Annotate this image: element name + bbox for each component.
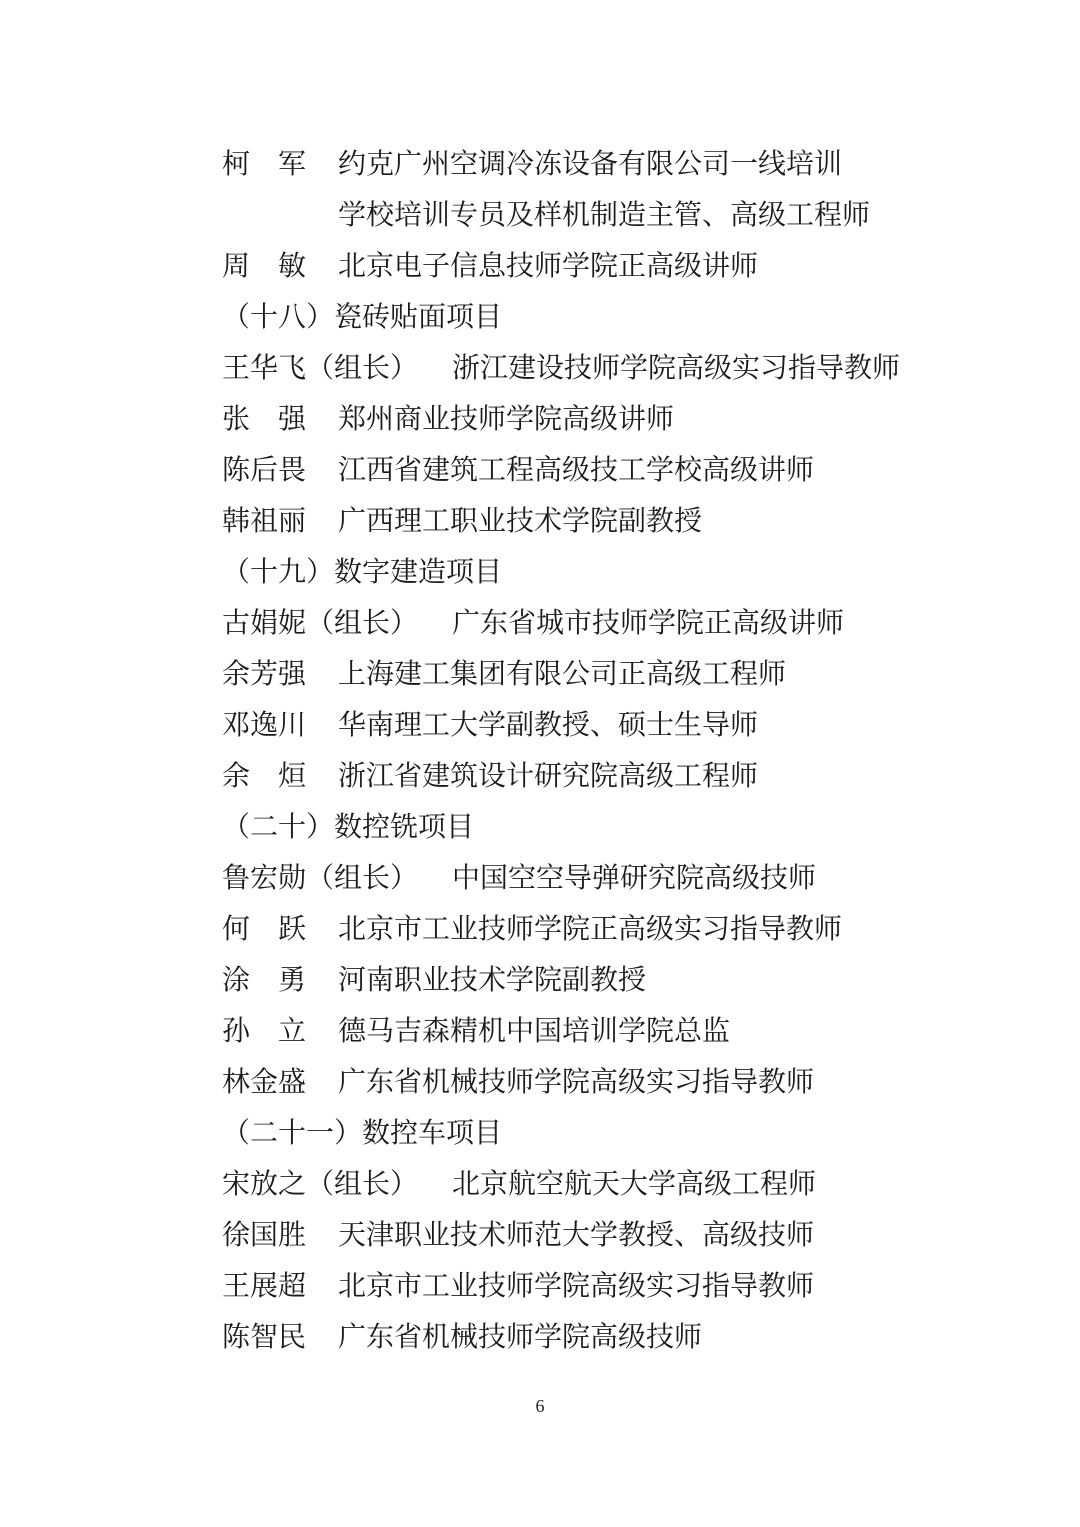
member-row xyxy=(222,1056,1022,1107)
member-name: 徐国胜 xyxy=(222,1218,307,1251)
member-name: 王展超 xyxy=(222,1269,307,1302)
member-desc: 江西省建筑工程高级技工学校高级讲师 xyxy=(338,453,815,486)
member-row xyxy=(222,495,1022,546)
member-row xyxy=(222,750,1022,801)
member-name: 张 强 xyxy=(222,402,307,435)
member-row xyxy=(222,648,1022,699)
leader-name: 王华飞（组长） xyxy=(222,351,419,384)
leader-desc: 中国空空导弹研究院高级技师 xyxy=(452,861,817,894)
leader-row xyxy=(222,1158,1022,1209)
member-name: 何 跃 xyxy=(222,912,307,945)
member-row xyxy=(222,903,1022,954)
page-number: 6 xyxy=(535,1396,545,1416)
member-desc: 天津职业技术师范大学教授、高级技师 xyxy=(338,1218,815,1251)
member-desc: 浙江省建筑设计研究院高级工程师 xyxy=(338,759,759,792)
leader-row xyxy=(222,597,1022,648)
section-heading-line xyxy=(222,546,1022,597)
member-row xyxy=(222,1209,1022,1260)
member-desc: 德马吉森精机中国培训学院总监 xyxy=(338,1014,731,1047)
section-heading: （二十）数控铣项目 xyxy=(222,810,475,843)
section-heading-line xyxy=(222,801,1022,852)
member-name: 周 敏 xyxy=(222,249,307,282)
member-name: 余 烜 xyxy=(222,759,307,792)
member-name: 邓逸川 xyxy=(222,708,307,741)
member-desc: 上海建工集团有限公司正高级工程师 xyxy=(338,657,787,690)
section-heading-line xyxy=(222,1107,1022,1158)
leader-row xyxy=(222,852,1022,903)
member-desc: 郑州商业技师学院高级讲师 xyxy=(338,402,675,435)
leader-row xyxy=(222,342,1022,393)
leader-name: 宋放之（组长） xyxy=(222,1167,419,1200)
leader-name: 鲁宏勋（组长） xyxy=(222,861,419,894)
personnel-list xyxy=(222,138,1022,1362)
member-desc-continuation-line xyxy=(222,189,1022,240)
leader-desc: 北京航空航天大学高级工程师 xyxy=(452,1167,817,1200)
section-heading: （二十一）数控车项目 xyxy=(222,1116,503,1149)
member-desc: 广西理工职业技术学院副教授 xyxy=(338,504,703,537)
section-heading-line xyxy=(222,291,1022,342)
member-name: 孙 立 xyxy=(222,1014,307,1047)
member-row xyxy=(222,1260,1022,1311)
member-desc: 北京市工业技师学院正高级实习指导教师 xyxy=(338,912,843,945)
member-desc: 约克广州空调冷冻设备有限公司一线培训 xyxy=(338,147,843,180)
member-row xyxy=(222,393,1022,444)
member-desc: 北京电子信息技师学院正高级讲师 xyxy=(338,249,759,282)
member-desc: 广东省机械技师学院高级实习指导教师 xyxy=(338,1065,815,1098)
member-name: 陈后畏 xyxy=(222,453,307,486)
member-row xyxy=(222,240,1022,291)
member-name: 韩祖丽 xyxy=(222,504,307,537)
leader-name: 古娟妮（组长） xyxy=(222,606,419,639)
leader-desc: 广东省城市技师学院正高级讲师 xyxy=(452,606,845,639)
leader-desc: 浙江建设技师学院高级实习指导教师 xyxy=(452,351,901,384)
member-row xyxy=(222,1311,1022,1362)
member-name: 陈智民 xyxy=(222,1320,307,1353)
member-desc: 北京市工业技师学院高级实习指导教师 xyxy=(338,1269,815,1302)
member-name: 涂 勇 xyxy=(222,963,307,996)
member-row xyxy=(222,954,1022,1005)
member-desc: 广东省机械技师学院高级技师 xyxy=(338,1320,703,1353)
member-name: 林金盛 xyxy=(222,1065,307,1098)
member-row xyxy=(222,699,1022,750)
member-name: 柯 军 xyxy=(222,147,307,180)
section-heading: （十九）数字建造项目 xyxy=(222,555,503,588)
member-row xyxy=(222,1005,1022,1056)
member-desc: 华南理工大学副教授、硕士生导师 xyxy=(338,708,759,741)
member-desc-continuation: 学校培训专员及样机制造主管、高级工程师 xyxy=(338,198,871,231)
member-row xyxy=(222,444,1022,495)
member-name: 余芳强 xyxy=(222,657,307,690)
member-desc: 河南职业技术学院副教授 xyxy=(338,963,647,996)
section-heading: （十八）瓷砖贴面项目 xyxy=(222,300,503,333)
member-row xyxy=(222,138,1022,189)
